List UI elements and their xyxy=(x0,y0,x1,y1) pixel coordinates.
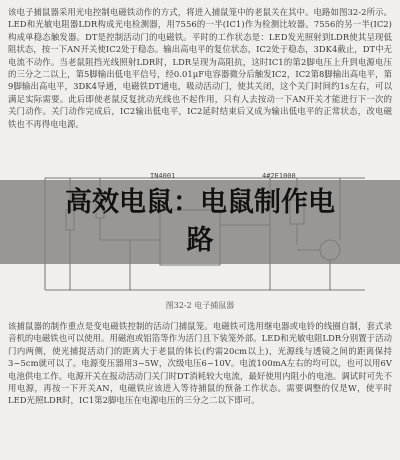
body-paragraph-bottom: 该捕鼠器的制作重点是变电磁铁控制的活动门捕鼠笼。电磁铁可选用继电器或电铃的线圈自制，套式录音机的电磁铁也可以使用。用磁泡或铝箔等作为活门且下装笼外部。LED和光敏电阻LDR分别置于活动门内两侧，使光捕捉活动门的距离大于老鼠的体长(约需20cm以上)，光源线与透镜之间的距离保持3~5cm就可以了。电源变压器用3~5W，次级电压6~10V。电流100mA左右的均可以，也可以用6V电池供电工作。电源开关在报动活动门关门时DT消耗较大电流，最好使用内阻小的电池。调试时可先不用电源，再按一下开关AN，电磁铁应该进入等待捕鼠的预备工作状态。需要调整的仅是W，使平时LED光照LDR时，IC1第2脚电压在电源电压的三分之二以下即可。 xyxy=(8,321,392,406)
banner-title-line-2: 路 xyxy=(186,225,214,256)
banner-title xyxy=(0,184,400,260)
banner-title-line-1: 高效电鼠：电鼠制作电 xyxy=(65,187,335,218)
figure-caption: 图32-2 电子捕鼠器 xyxy=(165,301,235,310)
chip-label-capacitor: 4#2E1000 xyxy=(262,172,296,180)
chip-label-diode: IN4001 xyxy=(150,172,176,180)
body-paragraph-top: 该电子捕鼠器采用光电控制电磁铁动作的方式，将进入捕鼠笼中的老鼠关在其中。电路如图32-2所示。LED和光敏电阻器LDR构成光电检测器，用7556的一半(IC1)作为检测比较器。7556的另一半(IC2)构成单稳态触发器。DT是控制活动门的电磁铁。平时的工作状态是：LED发光照射到LDR使其呈现低阻状态，按一下AN开关使IC2处于稳态。输出高电平的复位状态，IC2处于稳态，3DK4截止，DT中无电流不动作。当老鼠阻挡光线照射LDR时，LDR呈现为高阻抗，这时IC1的第2脚电压上升到电源电压的三分之二以上，第5脚输出低电平信号，经0.01μF电容器微分后触发IC2，IC2第8脚输出高电平，第9脚输出高电平，3DK4导通，电磁铁DT通电，吸动活动门，使其关闭，这个关门时间约1s左右，可以满足实际需要。此后即使老鼠反复扰动光线也不起作用，只有人去按动一下AN开关才能进行下一次的关门动作。关门动作完成后，IC2输出低电平，IC2延时结束后又成为输出低电平的正常状态，改电磁铁也不再得电电源。 xyxy=(8,7,392,129)
